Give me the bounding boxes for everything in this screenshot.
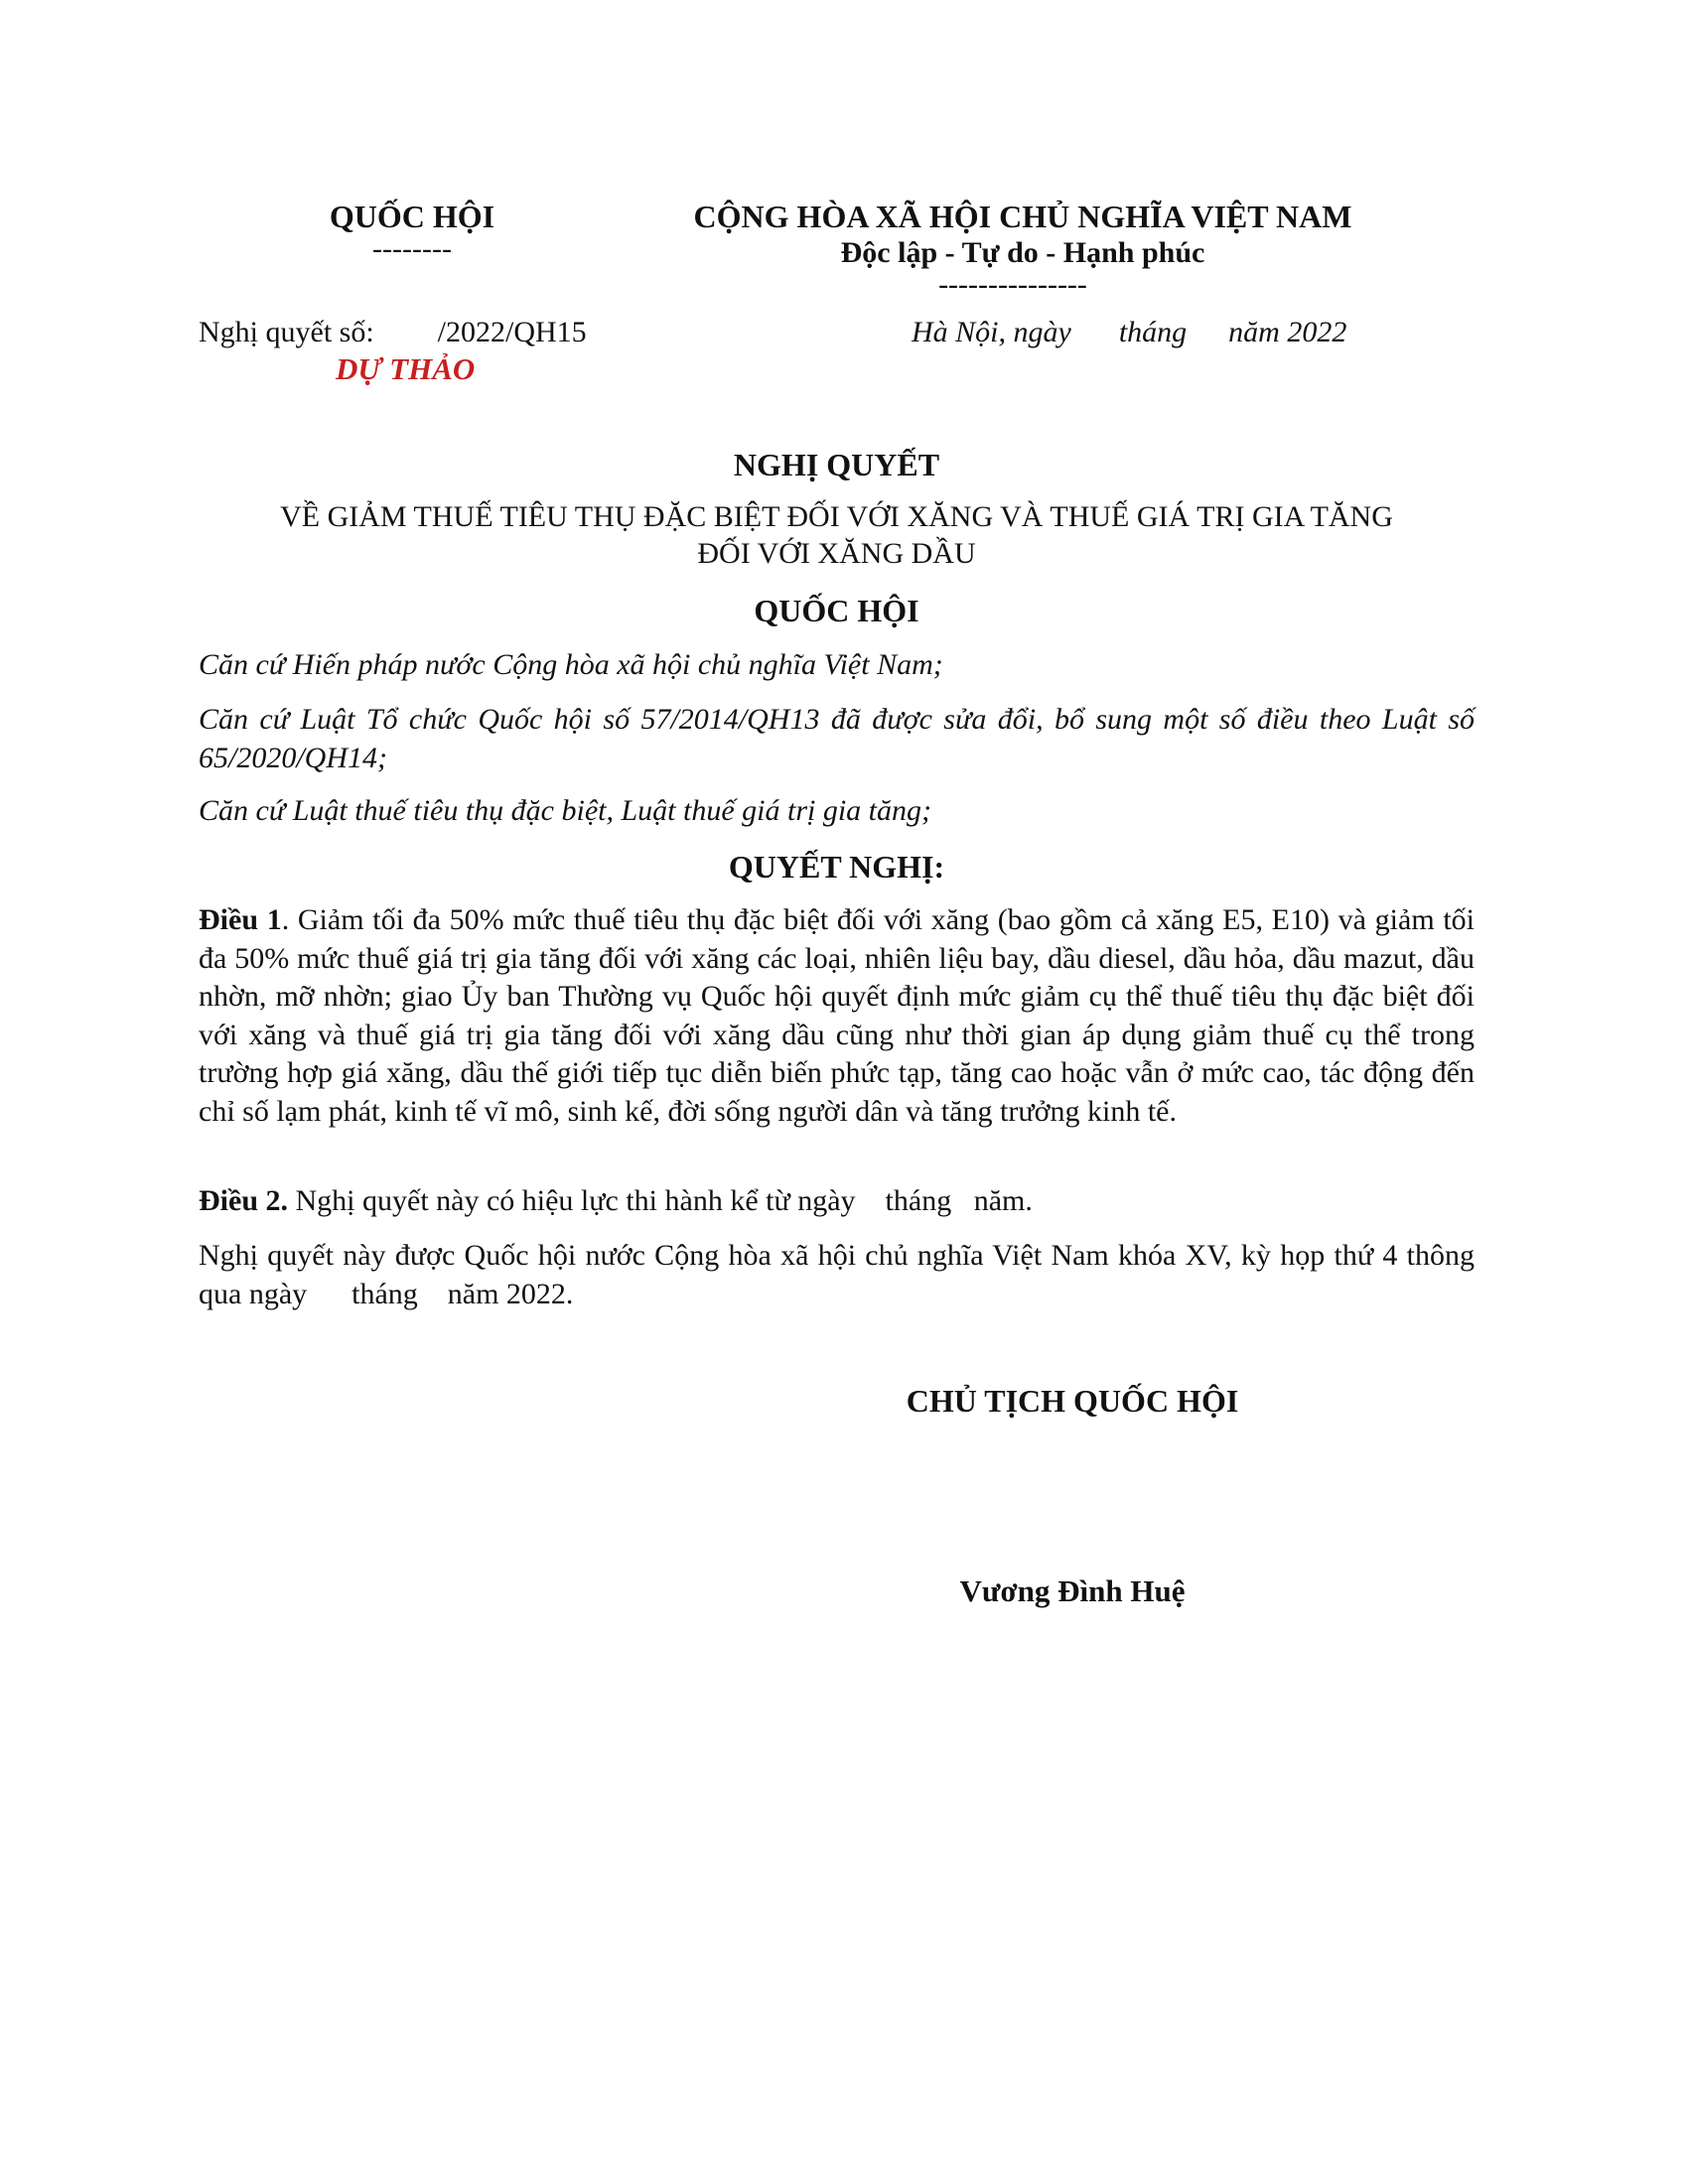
resolution-number-suffix: /2022/QH15 [437, 316, 587, 348]
document-subject-line2: ĐỐI VỚI XĂNG DẦU [697, 537, 976, 570]
article-1 [199, 901, 1475, 1131]
document-type: NGHỊ QUYẾT [733, 447, 940, 482]
date-line [912, 314, 1346, 351]
resolution-number [199, 314, 587, 351]
resolution-number-label: Nghị quyết số: [199, 316, 374, 348]
article-2 [199, 1182, 1475, 1221]
date-month: tháng [1118, 316, 1188, 348]
article-2-label: Điều 2. [199, 1184, 288, 1217]
article-1-label: Điều 1 [199, 903, 282, 936]
legal-basis-3: Căn cứ Luật thuế tiêu thụ đặc biệt, Luật thuế giá trị gia tăng; [199, 794, 931, 827]
issuer-block [248, 197, 576, 265]
issuing-body: QUỐC HỘI [754, 593, 919, 628]
closing-statement: Nghị quyết này được Quốc hội nước Cộng hòa xã hội chủ nghĩa Việt Nam khóa XV, kỳ họp thứ 4 thông qua ngày tháng năm 2022. [199, 1239, 1482, 1310]
resolves-heading: QUYẾT NGHỊ: [728, 849, 945, 885]
signatory-name: Vương Đình Huệ [959, 1573, 1186, 1608]
article-2-text: Nghị quyết này có hiệu lực thi hành kể từ ngày tháng năm. [288, 1184, 1033, 1217]
national-motto: Độc lập - Tự do - Hạnh phúc [840, 236, 1205, 269]
legal-basis-1: Căn cứ Hiến pháp nước Cộng hòa xã hội chủ nghĩa Việt Nam; [199, 648, 943, 681]
article-1-text: . Giảm tối đa 50% mức thuế tiêu thụ đặc biệt đối với xăng (bao gồm cả xăng E5, E10) và giảm tối đa 50% mức thuế giá trị gia tăng đối với xăng các loại, nhiên liệu bay, dầu diesel, dầu hỏa, dầu mazut, dầu nhờn, mỡ nhờn; giao Ủy ban Thường vụ Quốc hội quyết định mức giảm cụ thể thuế tiêu thụ đặc biệt đối với xăng và thuế giá trị gia tăng đối với xăng dầu cũng như thời gian áp dụng giảm thuế cụ thể trong trường hợp giá xăng, dầu thế giới tiếp tục diễn biến phức tạp, tăng cao hoặc vẫn ở mức cao, tác động đến chỉ số lạm phát, kinh tế vĩ mô, sinh kế, đời sống người dân và tăng trưởng kinh tế. [199, 903, 1476, 1128]
date-year: năm 2022 [1228, 316, 1347, 348]
issuer-title: QUỐC HỘI [329, 199, 495, 234]
national-title: CỘNG HÒA XÃ HỘI CHỦ NGHĨA VIỆT NAM [693, 199, 1352, 234]
draft-label: DỰ THẢO [336, 351, 476, 386]
national-rule: --------------- [938, 268, 1087, 301]
issuer-rule: -------- [372, 232, 452, 265]
national-title-block [626, 197, 1420, 301]
legal-basis-2: Căn cứ Luật Tổ chức Quốc hội số 57/2014/QH13 đã được sửa đổi, bổ sung một số điều theo Luật số 65/2020/QH14; [199, 703, 1475, 774]
document-subject-line1: VỀ GIẢM THUẾ TIÊU THỤ ĐẶC BIỆT ĐỐI VỚI XĂNG VÀ THUẾ GIÁ TRỊ GIA TĂNG [280, 500, 1393, 533]
date-place: Hà Nội, ngày [912, 316, 1071, 348]
signature-title: CHỦ TỊCH QUỐC HỘI [906, 1383, 1239, 1419]
